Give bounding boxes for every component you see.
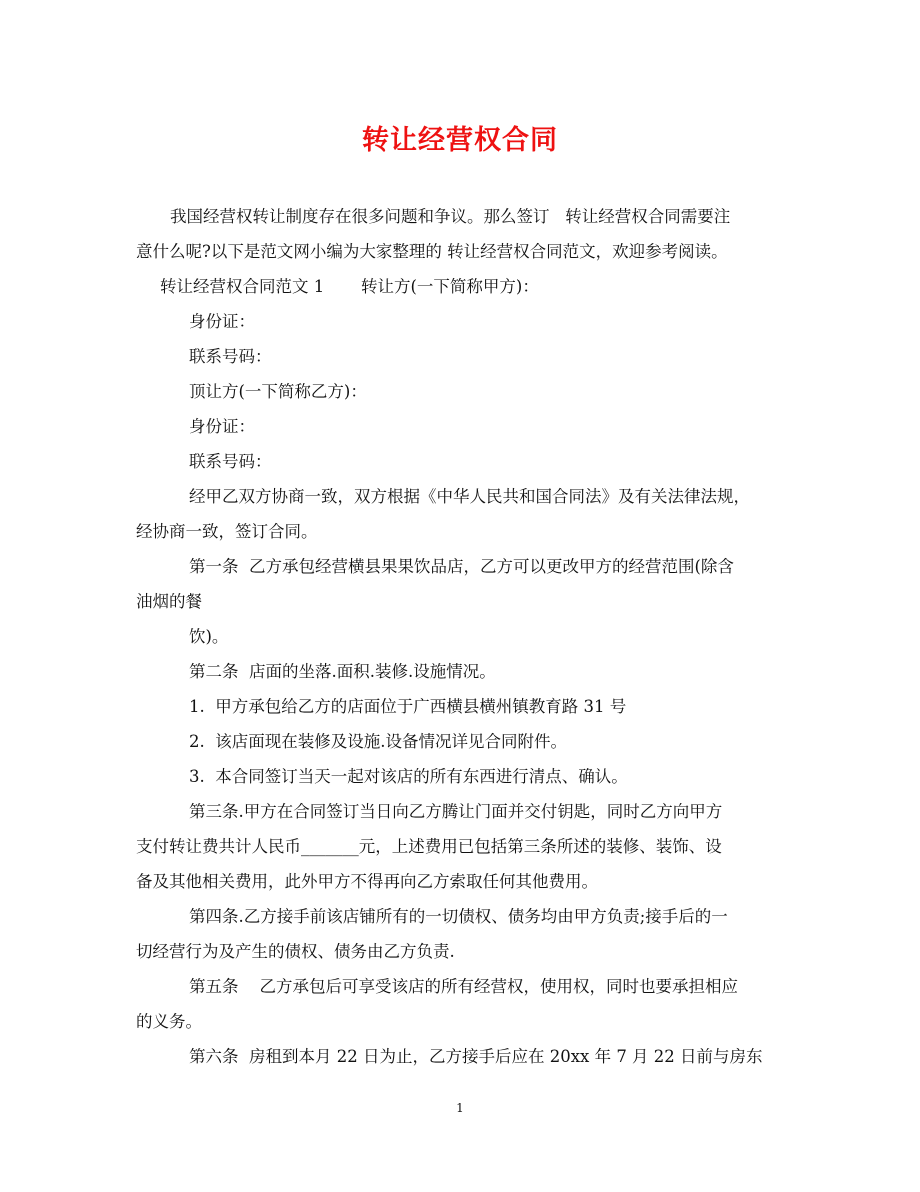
body-line: 第三条.甲方在合同签订当日向乙方腾让门面并交付钥匙，同时乙方向甲方 (189, 802, 723, 821)
body-line: 的义务。 (136, 1012, 202, 1031)
body-line: 油烟的餐 (136, 592, 202, 611)
body-line: 第五条 乙方承包后可享受该店的所有经营权，使用权，同时也要承担相应 (189, 977, 738, 996)
body-line: 第六条 房租到本月 22 日为止，乙方接手后应在 20xx 年 7 月 22 日前与房东 (189, 1047, 763, 1066)
body-line: 第二条 店面的坐落.面积.装修.设施情况。 (189, 662, 496, 681)
body-line: 身份证： (189, 417, 255, 436)
body-line: 身份证： (189, 312, 255, 331)
body-line: 顶让方(一下简称乙方)： (189, 382, 367, 401)
body-line: 我国经营权转让制度存在很多问题和争议。那么签订 转让经营权合同需要注 (170, 207, 731, 226)
body-line: 备及其他相关费用，此外甲方不得再向乙方索取任何其他费用。 (136, 872, 598, 891)
body-line: 切经营行为及产生的债权、债务由乙方负责. (136, 942, 455, 961)
body-line: 1. 甲方承包给乙方的店面位于广西横县横州镇教育路 31 号 (189, 697, 627, 716)
body-line: 联系号码： (189, 347, 272, 366)
body-line: 第一条 乙方承包经营横县果果饮品店，乙方可以更改甲方的经营范围(除含 (189, 557, 734, 576)
body-line: 3. 本合同签订当天一起对该店的所有东西进行清点、确认。 (189, 767, 628, 786)
page-number: 1 (456, 1101, 464, 1115)
document-title: 转让经营权合同 (362, 125, 558, 156)
body-line: 经甲乙双方协商一致，双方根据《中华人民共和国合同法》及有关法律法规， (189, 487, 750, 506)
body-line: 支付转让费共计人民币_______元，上述费用已包括第三条所述的装修、装饰、设 (136, 837, 722, 856)
body-line: 转让经营权合同范文 1 转让方(一下简称甲方)： (160, 277, 539, 296)
body-line: 第四条.乙方接手前该店铺所有的一切债权、债务均由甲方负责;接手后的一 (189, 907, 728, 926)
body-line: 2. 该店面现在装修及设施.设备情况详见合同附件。 (189, 732, 567, 751)
body-line: 饮)。 (189, 627, 229, 646)
body-line: 联系号码： (189, 452, 272, 471)
body-line: 经协商一致，签订合同。 (136, 522, 318, 541)
body-line: 意什么呢?以下是范文网小编为大家整理的 转让经营权合同范文，欢迎参考阅读。 (136, 242, 728, 261)
